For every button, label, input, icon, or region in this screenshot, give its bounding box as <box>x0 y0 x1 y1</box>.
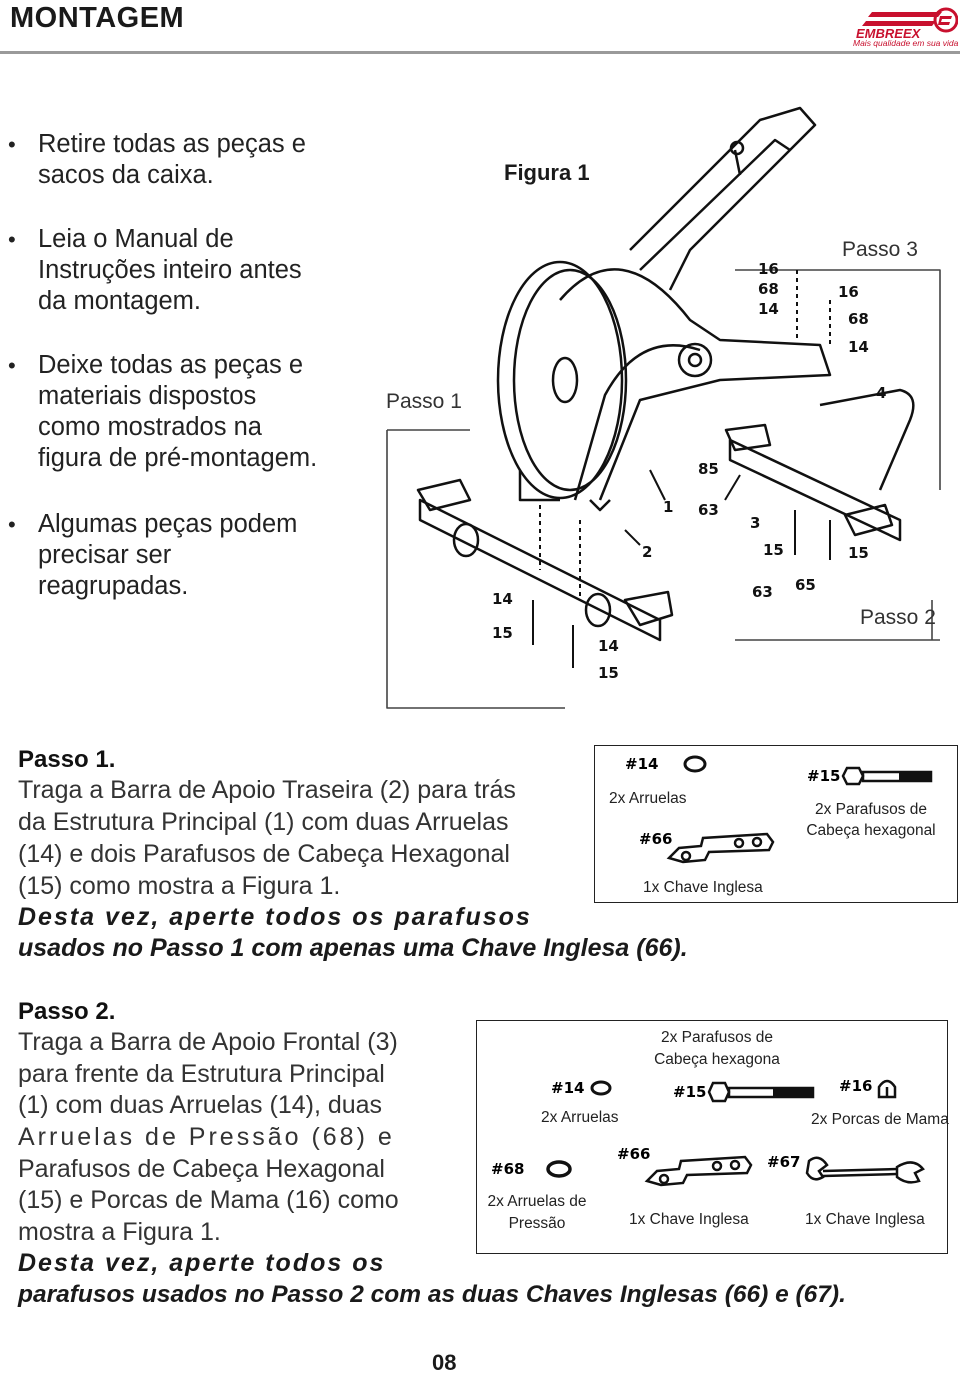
bolt-15-diagram <box>807 764 947 788</box>
callout-number: 63 <box>752 583 773 601</box>
cap-nut-icon <box>879 1081 895 1097</box>
bullet-line: materiais dispostos <box>38 382 257 410</box>
bolt-15-label-line: 2x Parafusos de <box>660 1029 773 1046</box>
washer-14-label: 2x Arruelas <box>541 1109 619 1126</box>
step1-line: (14) e dois Parafusos de Cabeça Hexagonal <box>18 840 510 868</box>
bullet-line: reagrupadas. <box>38 572 189 600</box>
step1-heading: Passo 1. <box>18 746 116 773</box>
brand-logo-wordmark: EMBREEX <box>856 26 921 41</box>
wrench-66-code: #66 <box>617 1145 651 1163</box>
step2-line: mostra a Figura 1. <box>18 1218 221 1246</box>
wrench-66-label: 1x Chave Inglesa <box>643 879 763 896</box>
bullet-line: Instruções inteiro antes <box>38 256 302 284</box>
callout-number: 15 <box>598 664 619 682</box>
bullet-line: • Leia o Manual de <box>38 225 234 253</box>
lock-washer-icon <box>548 1162 570 1176</box>
flat-wrench-icon <box>669 834 773 862</box>
callout-number: 68 <box>848 310 869 328</box>
callout-number: 14 <box>598 637 619 655</box>
open-end-wrench-icon <box>807 1158 923 1183</box>
wrench-66-diagram <box>617 1141 757 1189</box>
callout-number: 2 <box>642 543 653 561</box>
figure-label-step2: Passo 2 <box>860 606 936 629</box>
bullet-line: figura de pré-montagem. <box>38 444 318 472</box>
bolt-15-label <box>801 799 941 841</box>
callout-number: 68 <box>758 280 779 298</box>
step2-line: Traga a Barra de Apoio Frontal (3) <box>18 1028 398 1056</box>
wrench-66-code: #66 <box>639 830 673 848</box>
step1-line: Traga a Barra de Apoio Traseira (2) para trás <box>18 776 516 804</box>
hex-bolt-icon <box>843 768 931 784</box>
lockwasher-68-label <box>485 1191 589 1235</box>
step1-emphasis-line: Desta vez, aperte todos os parafusos <box>18 903 532 931</box>
bolt-15-label-line: Cabeça hexagonal <box>806 822 936 839</box>
step2-line: Arruelas de Pressão (68) e <box>18 1123 395 1151</box>
step2-emphasis-line: parafusos usados no Passo 2 com as duas Chaves Inglesas (66) e (67). <box>18 1281 846 1308</box>
bolt-15-label <box>647 1027 787 1071</box>
rear-support-bar-drawing <box>418 480 672 640</box>
callout-number: 14 <box>848 338 869 356</box>
callout-number: 15 <box>763 541 784 559</box>
step1-line: da Estrutura Principal (1) com duas Arruelas <box>18 808 509 836</box>
flat-wrench-icon <box>647 1157 751 1185</box>
bullet-item <box>38 129 358 191</box>
step2-heading: Passo 2. <box>18 998 116 1025</box>
bullet-item <box>38 224 358 317</box>
callout-number: 3 <box>750 514 761 532</box>
callout-number: 16 <box>758 260 779 278</box>
bullet-line: • Algumas peças podem <box>38 510 298 538</box>
washer-14-diagram <box>551 1077 621 1099</box>
bullet-line: da montagem. <box>38 287 202 315</box>
nut-16-code: #16 <box>839 1077 873 1095</box>
callout-number: 14 <box>758 300 779 318</box>
callout-number: 85 <box>698 460 719 478</box>
header-rule <box>0 51 960 54</box>
washer-icon <box>592 1082 610 1094</box>
bolt-15-code: #15 <box>673 1083 707 1101</box>
washer-icon <box>685 757 705 771</box>
callout-number: 63 <box>698 501 719 519</box>
bullet-line: • Retire todas as peças e <box>38 130 306 158</box>
callout-number: 1 <box>663 498 674 516</box>
wrench-67-diagram <box>767 1149 937 1189</box>
step1-parts-box <box>594 745 958 903</box>
washer-14-code: #14 <box>625 755 659 773</box>
brand-tagline: Mais qualidade em sua vida <box>853 38 959 48</box>
bolt-15-code: #15 <box>807 767 841 785</box>
callout-number: 4 <box>876 384 887 402</box>
callout-number: 65 <box>795 576 816 594</box>
lockwasher-68-code: #68 <box>491 1160 525 1178</box>
lockwasher-68-diagram <box>491 1157 581 1181</box>
step2-emphasis-line: Desta vez, aperte todos os <box>18 1249 386 1277</box>
figure-label-step3: Passo 3 <box>842 238 918 261</box>
wrench-66-label: 1x Chave Inglesa <box>629 1211 749 1228</box>
lockwasher-68-label-line: 2x Arruelas de <box>487 1193 587 1210</box>
bolt-15-label-line: Cabeça hexagona <box>654 1051 780 1068</box>
wrench-66-diagram <box>639 826 779 868</box>
bullet-line: • Deixe todas as peças e <box>38 351 304 379</box>
callout-number: 15 <box>848 544 869 562</box>
figure-label-step1: Passo 1 <box>386 390 462 413</box>
step2-line: (15) e Porcas de Mama (16) como <box>18 1186 399 1214</box>
bullet-item <box>38 350 358 474</box>
step2-line: Parafusos de Cabeça Hexagonal <box>18 1155 385 1183</box>
hex-bolt-icon <box>709 1083 813 1101</box>
bolt-15-label-line: 2x Parafusos de <box>814 801 927 818</box>
bolt-15-diagram <box>673 1079 823 1105</box>
callout-number: 16 <box>838 283 859 301</box>
page-title: MONTAGEM <box>10 2 185 34</box>
bullet-line: sacos da caixa. <box>38 161 214 189</box>
bullet-item <box>38 509 358 602</box>
step1-line: (15) como mostra a Figura 1. <box>18 872 341 900</box>
nut-16-label: 2x Porcas de Mama <box>811 1111 949 1128</box>
step2-line: para frente da Estrutura Principal <box>18 1060 385 1088</box>
callout-number: 15 <box>492 624 513 642</box>
bullet-line: precisar ser <box>38 541 172 569</box>
step1-emphasis-line: usados no Passo 1 com apenas uma Chave Inglesa (66). <box>18 934 688 962</box>
step2-line: (1) com duas Arruelas (14), duas <box>18 1091 383 1119</box>
wrench-67-code: #67 <box>767 1153 801 1171</box>
lockwasher-68-label-line: Pressão <box>508 1215 566 1232</box>
nut-16-diagram <box>839 1073 909 1101</box>
bullet-line: como mostrados na <box>38 413 262 441</box>
main-frame-drawing <box>520 108 830 510</box>
hardware-drawing <box>533 270 830 668</box>
callout-number: 14 <box>492 590 513 608</box>
step2-parts-box <box>476 1020 948 1254</box>
washer-14-label: 2x Arruelas <box>609 790 687 807</box>
figure-title: Figura 1 <box>504 160 590 185</box>
page-number: 08 <box>432 1350 457 1375</box>
washer-14-diagram <box>625 752 745 776</box>
wrench-67-label: 1x Chave Inglesa <box>805 1211 925 1228</box>
washer-14-code: #14 <box>551 1079 585 1097</box>
